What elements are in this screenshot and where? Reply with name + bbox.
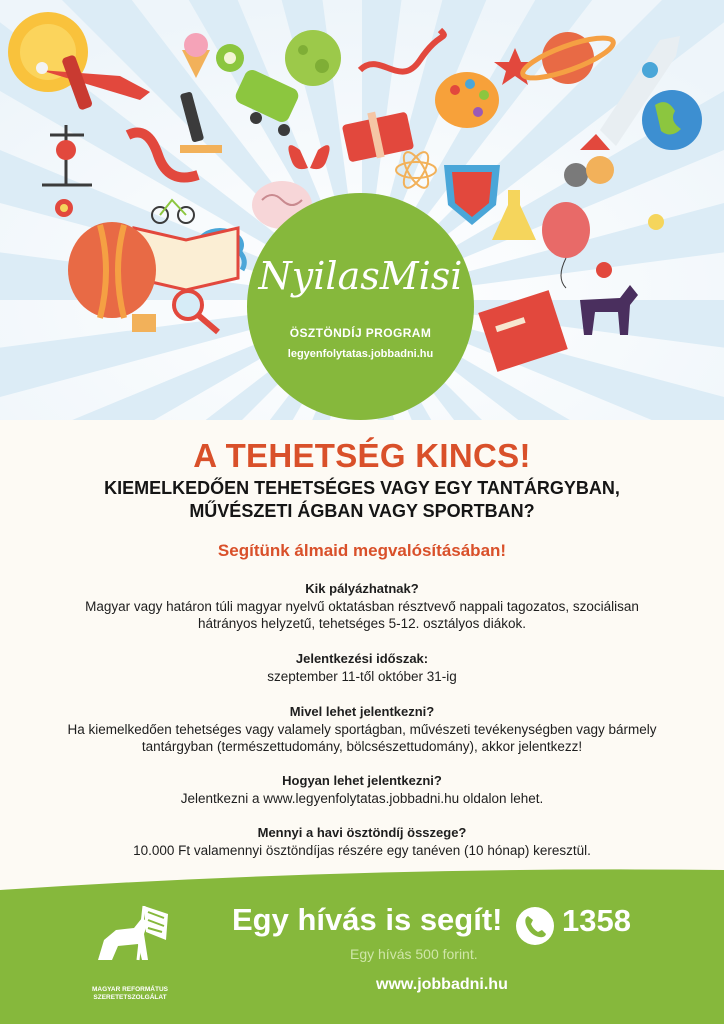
- subtitle-line-1: KIEMELKEDŐEN TEHETSÉGES VAGY EGY TANTÁRGYBAN,: [104, 478, 620, 498]
- info-question: Mivel lehet jelentkezni?: [289, 704, 435, 719]
- logo-badge: [247, 193, 474, 420]
- palette-icon: [435, 72, 499, 128]
- info-question: Mennyi a havi ösztöndíj összege?: [257, 825, 467, 840]
- slogan: Segítünk álmaid megvalósításában!: [217, 541, 507, 560]
- globe-icon: [642, 90, 702, 150]
- main-title: A TEHETSÉG KINCS!: [193, 437, 531, 474]
- info-answer: tantárgyban (természettudomány, bölcsészettudomány), akkor jelentkezz!: [141, 739, 583, 754]
- logo-name: NyilasMisi: [258, 254, 463, 298]
- info-block-who: [20, 580, 704, 632]
- phone-number[interactable]: 1358: [562, 903, 631, 938]
- info-block-what: [20, 703, 704, 755]
- info-question: Hogyan lehet jelentkezni?: [282, 773, 442, 788]
- logo-url: legyenfolytatas.jobbadni.hu: [287, 348, 434, 360]
- info-answer: Jelentkezni a www.legyenfolytatas.jobbadni.hu oldalon lehet.: [180, 791, 544, 806]
- org-name: [70, 986, 190, 1002]
- info-question: Kik pályázhatnak?: [305, 581, 419, 596]
- subtitle-line-2: MŰVÉSZETI ÁGBAN VAGY SPORTBAN?: [189, 501, 535, 521]
- kiwi-icon: [216, 44, 244, 72]
- info-block-amount: [20, 824, 704, 859]
- info-answer: 10.000 Ft valamennyi ösztöndíjas részére egy tanéven (10 hónap) keresztül.: [133, 843, 591, 858]
- call-text: Egy hívás is segít!: [232, 902, 503, 937]
- phone-icon: [515, 906, 555, 946]
- org-name-line-1: MAGYAR REFORMÁTUS: [92, 986, 168, 993]
- moon-icon: [285, 30, 341, 86]
- info-answer: hátrányos helyzetű, tehetséges 5-12. osztályos diákok.: [198, 616, 526, 631]
- info-answer: szeptember 11-től október 31-ig: [267, 669, 457, 684]
- footer-url[interactable]: www.jobbadni.hu: [376, 976, 508, 993]
- reformed-charity-logo-icon: [88, 900, 172, 980]
- info-question: Jelentkezési időszak:: [295, 651, 429, 666]
- org-name-line-2: SZERETETSZOLGÁLAT: [93, 994, 167, 1001]
- logo-program: ÖSZTÖNDÍJ PROGRAM: [289, 326, 432, 340]
- call-price: Egy hívás 500 forint.: [350, 946, 478, 962]
- info-answer: Magyar vagy határon túli magyar nyelvű oktatásban résztvevő nappali tagozatos, szociálisan: [85, 599, 639, 614]
- info-block-period: [20, 650, 704, 685]
- info-answer: Ha kiemelkedően tehetséges vagy valamely sportágban, művészeti tevékenységben vagy bármely: [67, 722, 657, 737]
- info-block-how: [20, 772, 704, 807]
